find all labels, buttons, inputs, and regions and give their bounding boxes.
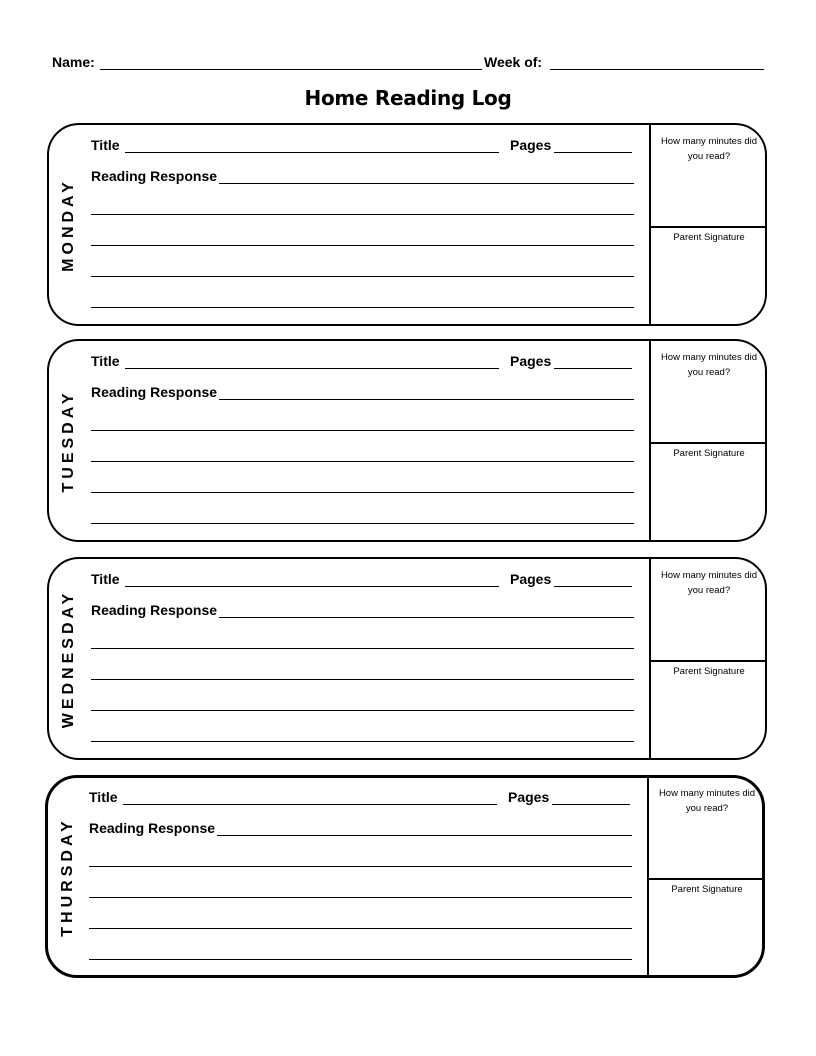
response-line[interactable] (91, 214, 634, 215)
minutes-label: How many minutes did you read? (658, 788, 756, 814)
reading-response-label: Reading Response (91, 168, 218, 184)
reading-response-label: Reading Response (91, 602, 218, 618)
pages-label: Pages (510, 137, 552, 153)
response-line[interactable] (91, 710, 634, 711)
week-of-field[interactable] (550, 69, 764, 70)
minutes-label: How many minutes did you read? (660, 570, 758, 596)
pages-label: Pages (508, 789, 550, 805)
response-line[interactable] (91, 523, 634, 524)
response-line[interactable] (91, 679, 634, 680)
day-name: THURSDAY (59, 816, 76, 937)
side-hline (649, 660, 767, 662)
day-label (55, 125, 83, 324)
response-line[interactable] (89, 866, 632, 867)
name-field[interactable] (100, 69, 482, 70)
parent-signature-label: Parent Signature (673, 448, 745, 459)
response-line[interactable] (219, 399, 634, 400)
side-divider (647, 776, 649, 977)
day-card-wednesday (47, 557, 767, 760)
side-divider (649, 123, 651, 326)
title-field[interactable] (125, 368, 499, 369)
response-line[interactable] (91, 741, 634, 742)
parent-signature-label: Parent Signature (673, 666, 745, 677)
day-label (54, 778, 82, 975)
title-label: Title (89, 789, 118, 805)
reading-response-label: Reading Response (91, 384, 218, 400)
week-of-label: Week of: (484, 54, 543, 70)
response-line[interactable] (91, 461, 634, 462)
response-line[interactable] (91, 430, 634, 431)
response-line[interactable] (217, 835, 632, 836)
parent-signature-label: Parent Signature (671, 884, 743, 895)
day-card-monday (47, 123, 767, 326)
response-line[interactable] (91, 307, 634, 308)
day-card-tuesday (47, 339, 767, 542)
response-line[interactable] (89, 959, 632, 960)
pages-field[interactable] (554, 152, 632, 153)
name-label: Name: (52, 54, 95, 70)
minutes-label: How many minutes did you read? (660, 352, 758, 378)
title-label: Title (91, 137, 120, 153)
title-field[interactable] (123, 804, 497, 805)
response-line[interactable] (91, 492, 634, 493)
response-line[interactable] (89, 897, 632, 898)
title-label: Title (91, 571, 120, 587)
parent-signature-label: Parent Signature (673, 232, 745, 243)
day-name: MONDAY (60, 177, 77, 272)
day-card-thursday (45, 775, 765, 978)
pages-label: Pages (510, 571, 552, 587)
pages-label: Pages (510, 353, 552, 369)
header-row (52, 52, 764, 72)
pages-field[interactable] (552, 804, 630, 805)
response-line[interactable] (219, 183, 634, 184)
day-label (55, 341, 83, 540)
response-line[interactable] (91, 276, 634, 277)
response-line[interactable] (91, 648, 634, 649)
minutes-label: How many minutes did you read? (660, 136, 758, 162)
response-line[interactable] (89, 928, 632, 929)
title-label: Title (91, 353, 120, 369)
page-title: Home Reading Log (304, 86, 512, 110)
title-field[interactable] (125, 152, 499, 153)
side-hline (649, 442, 767, 444)
response-line[interactable] (91, 245, 634, 246)
side-divider (649, 557, 651, 760)
side-divider (649, 339, 651, 542)
day-name: WEDNESDAY (60, 589, 77, 728)
response-line[interactable] (219, 617, 634, 618)
pages-field[interactable] (554, 368, 632, 369)
reading-response-label: Reading Response (89, 820, 216, 836)
title-field[interactable] (125, 586, 499, 587)
day-name: TUESDAY (60, 389, 77, 492)
pages-field[interactable] (554, 586, 632, 587)
side-hline (647, 878, 764, 880)
day-label (55, 559, 83, 758)
side-hline (649, 226, 767, 228)
